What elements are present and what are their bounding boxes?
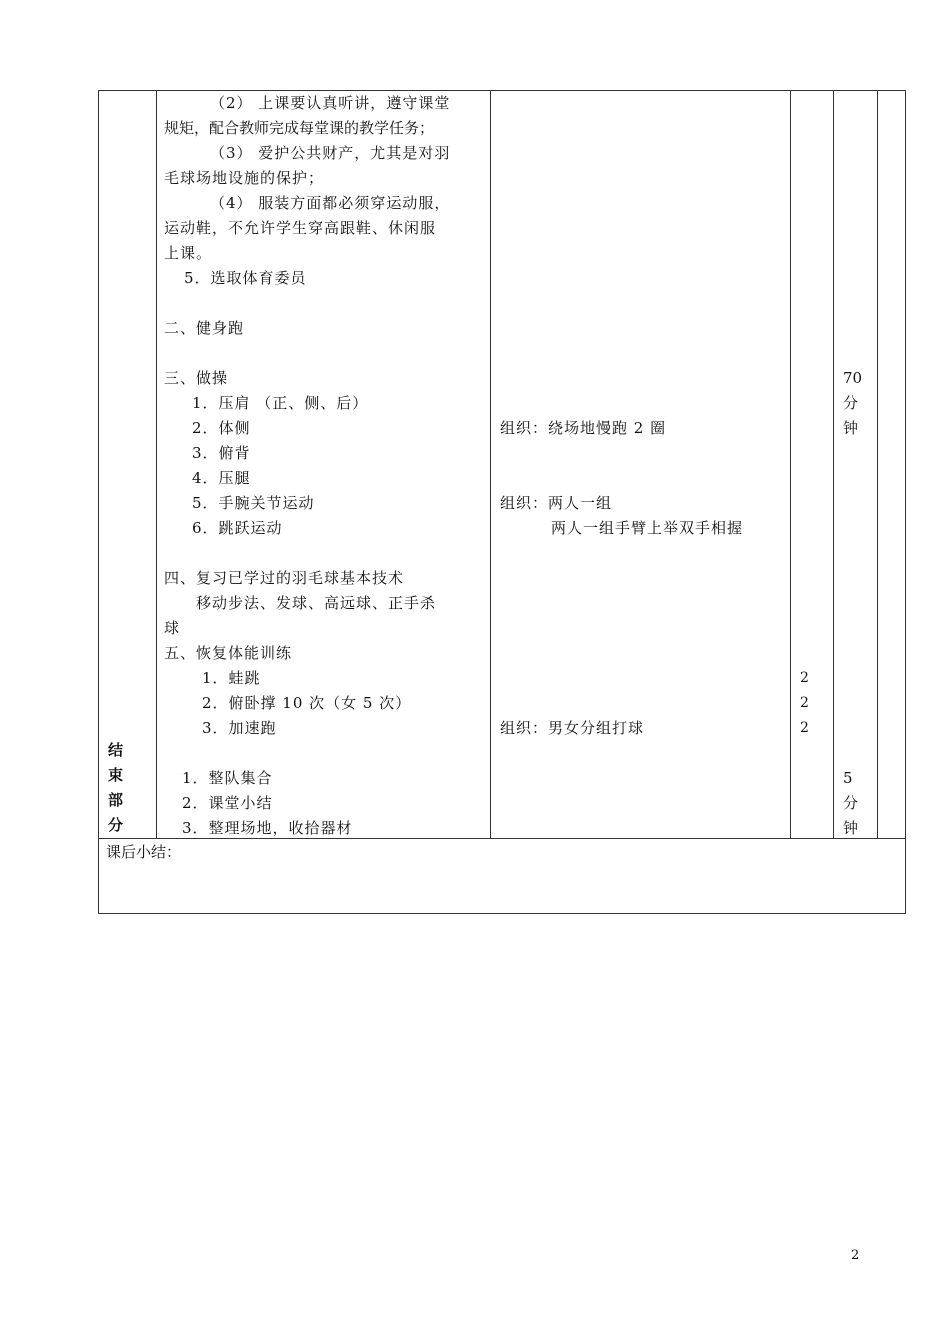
rule-3-line-2: 毛球场地设施的保护； xyxy=(164,169,325,187)
organization-pairs: 组织：两人一组 xyxy=(500,494,613,512)
rule-2-line-2: 规矩，配合教师完成每堂课的教学任务； xyxy=(164,119,435,137)
section-3-item: 4．压腿 xyxy=(192,469,251,487)
section-2-heading: 二、健身跑 xyxy=(164,319,245,337)
col-line-1 xyxy=(156,90,157,838)
set-count: 2 xyxy=(800,670,809,686)
section-3-item: 6．跳跃运动 xyxy=(192,519,283,537)
col-line-5 xyxy=(877,90,878,838)
ending-item: 1．整队集合 xyxy=(182,769,273,787)
section-3-item: 5．手腕关节运动 xyxy=(192,494,315,512)
section-5-item: 2．俯卧撑 10 次（女 5 次） xyxy=(202,694,412,712)
ending-part-label: 结 束 部 分 xyxy=(108,741,124,834)
set-count: 2 xyxy=(800,720,809,736)
section-4-heading: 四、复习已学过的羽毛球基本技术 xyxy=(164,569,405,587)
rule-4-line-1: （4） 服装方面都必须穿运动服， xyxy=(210,194,451,212)
ending-item: 3．整理场地，收拾器材 xyxy=(182,819,353,837)
section-3-heading: 三、做操 xyxy=(164,369,229,387)
organization-pairs-detail: 两人一组手臂上举双手相握 xyxy=(551,519,744,537)
time-main: 70 分 钟 xyxy=(843,369,863,437)
lesson-plan-table xyxy=(98,90,906,914)
organization-run: 组织：绕场地慢跑 2 圈 xyxy=(500,419,667,437)
time-ending: 5 分 钟 xyxy=(843,769,859,837)
organization-play: 组织：男女分组打球 xyxy=(500,719,645,737)
section-5-item: 3．加速跑 xyxy=(202,719,277,737)
col-line-4 xyxy=(833,90,834,838)
section-3-item: 1．压肩 （正、侧、后） xyxy=(192,394,369,412)
section-3-item: 3．俯背 xyxy=(192,444,251,462)
col-line-3 xyxy=(790,90,791,838)
item-5: 5．选取体育委员 xyxy=(184,269,307,287)
rule-2-line-1: （2） 上课要认真听讲，遵守课堂 xyxy=(210,94,451,112)
ending-item: 2．课堂小结 xyxy=(182,794,273,812)
rule-3-line-1: （3） 爱护公共财产，尤其是对羽 xyxy=(210,144,451,162)
set-count: 2 xyxy=(800,695,809,711)
col-line-2 xyxy=(490,90,491,838)
section-3-item: 2．体侧 xyxy=(192,419,251,437)
rule-4-line-3: 上课。 xyxy=(164,244,213,262)
page-number: 2 xyxy=(851,1248,860,1263)
rule-4-line-2: 运动鞋，不允许学生穿高跟鞋、休闲服 xyxy=(164,219,437,237)
section-4-body: 球 xyxy=(164,619,181,637)
section-5-item: 1．蛙跳 xyxy=(202,669,261,687)
section-5-heading: 五、恢复体能训练 xyxy=(164,644,293,662)
after-class-summary-label: 课后小结： xyxy=(106,843,182,861)
section-4-body: 移动步法、发球、高远球、正手杀 xyxy=(196,594,437,612)
